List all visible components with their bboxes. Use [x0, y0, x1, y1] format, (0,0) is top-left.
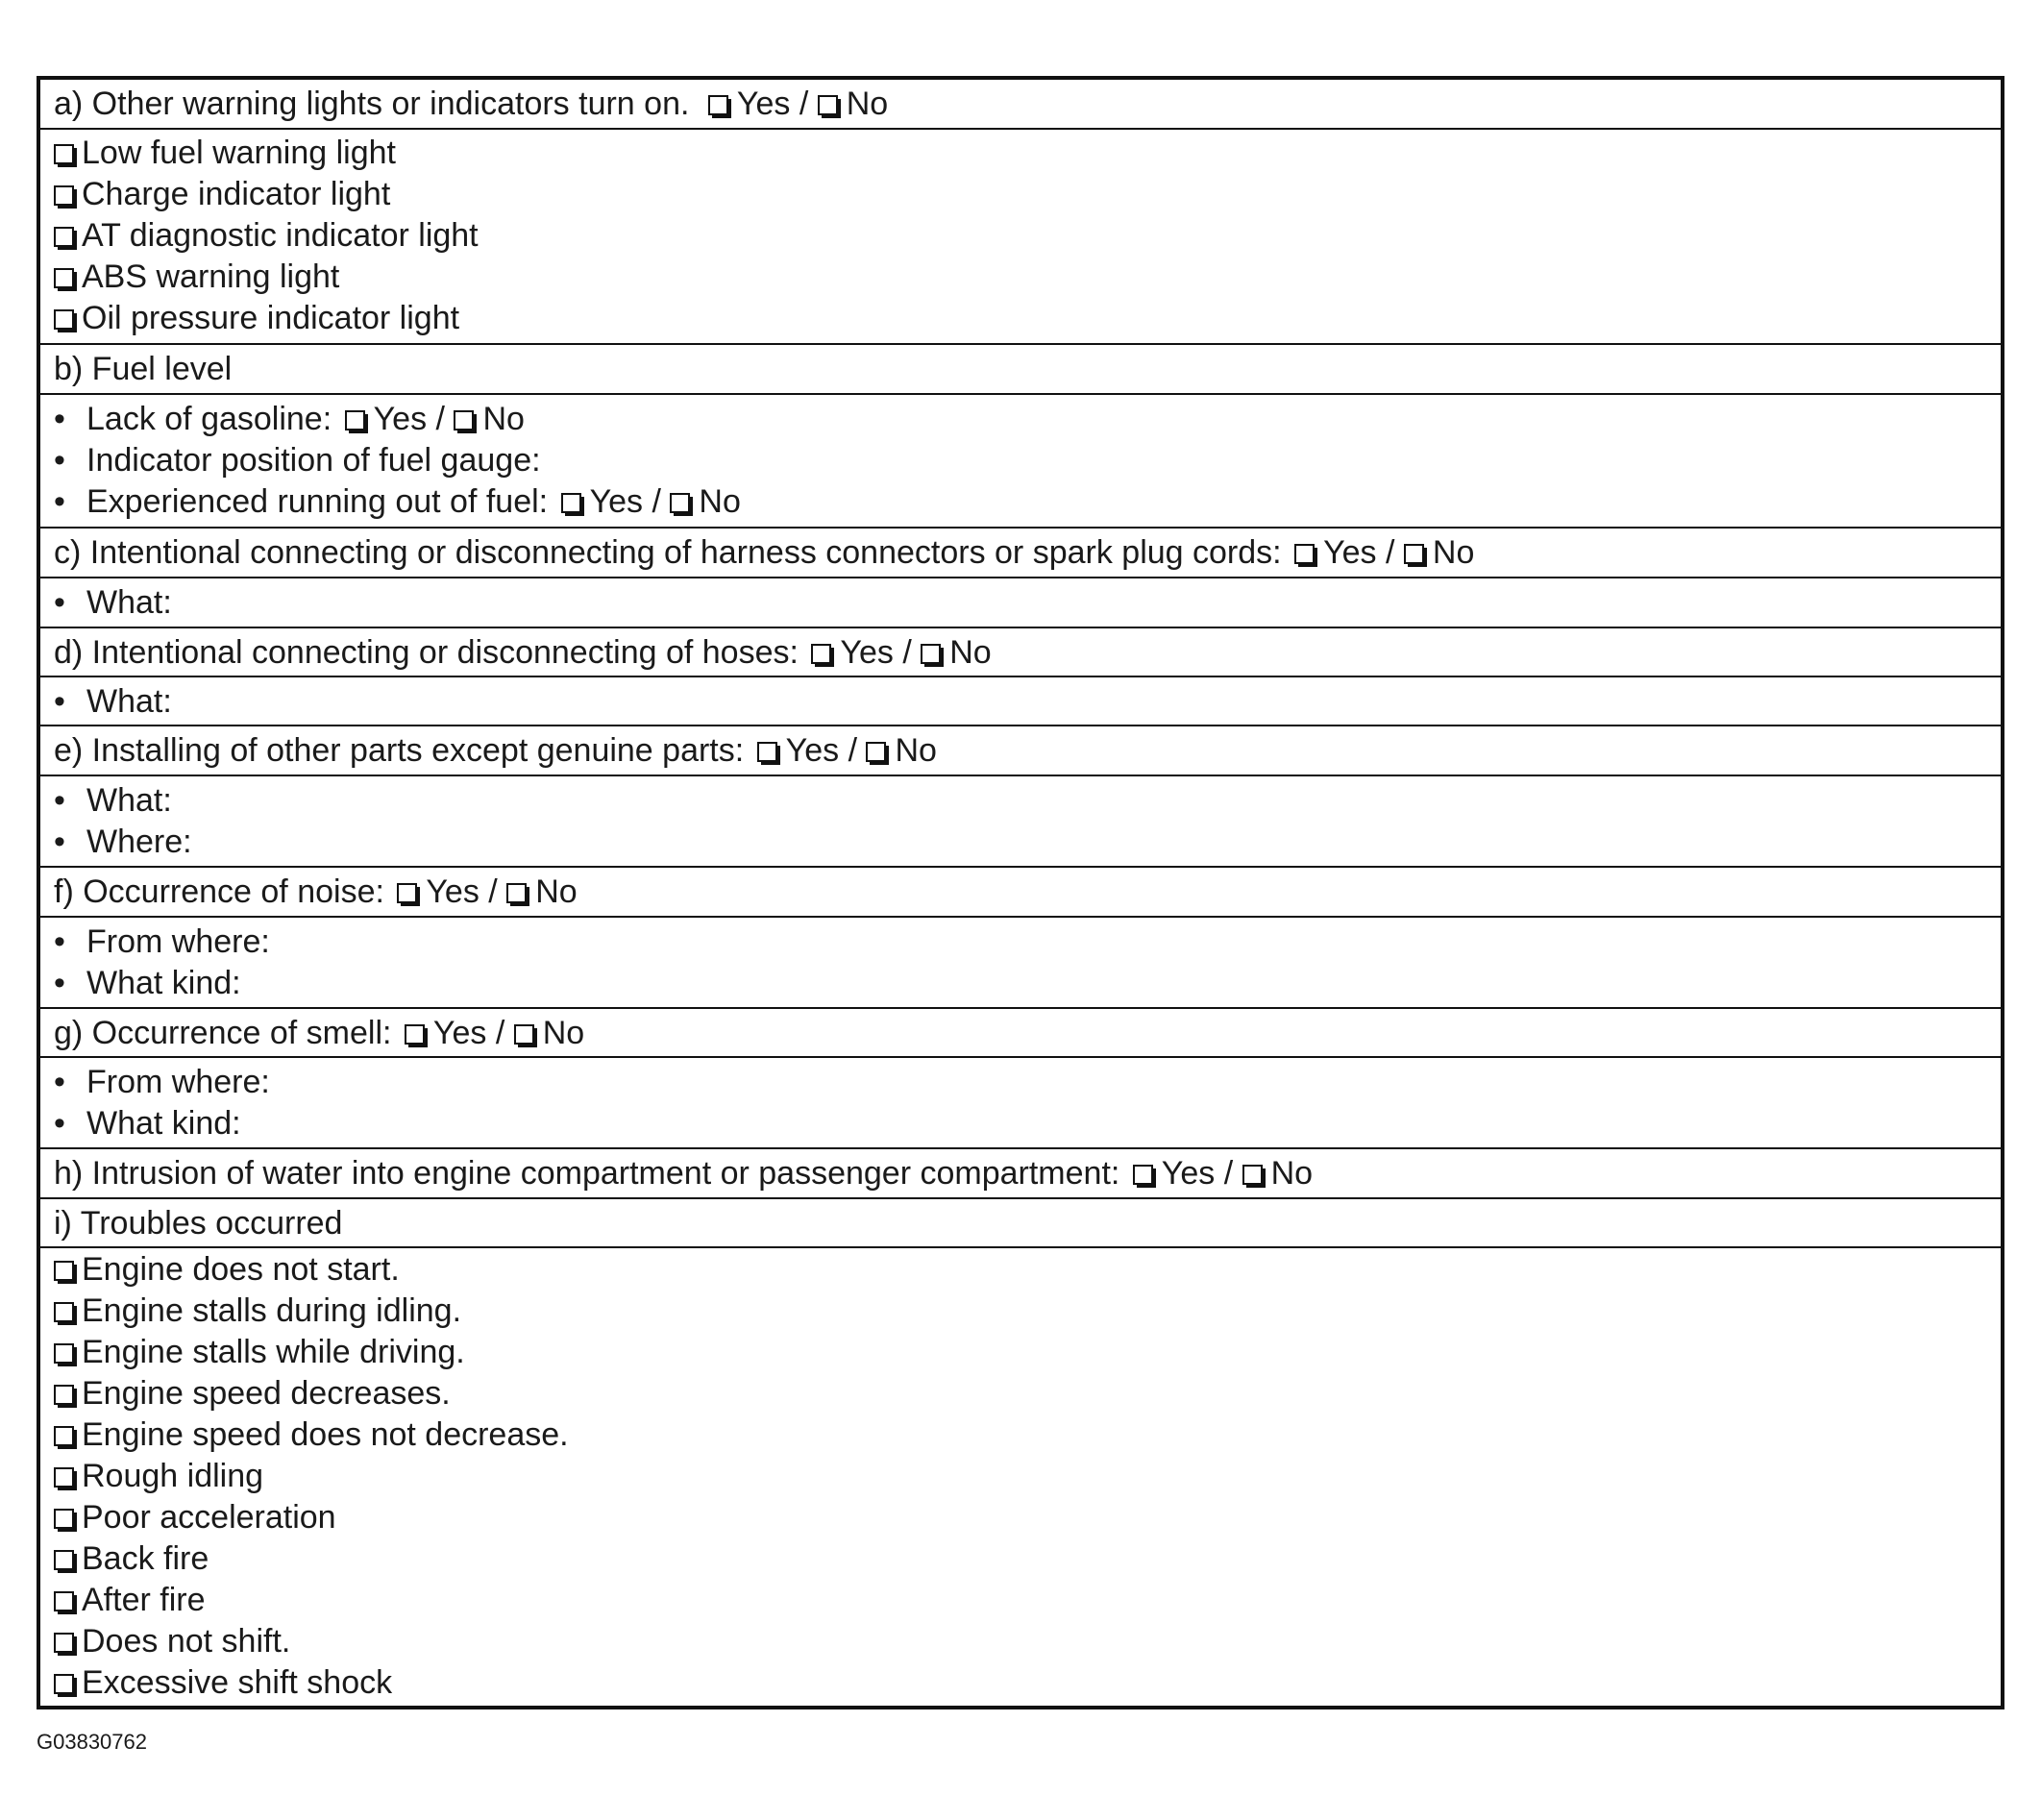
- yes-label: Yes: [785, 732, 840, 769]
- line-e-heading: [54, 731, 937, 770]
- check-item: [54, 1250, 400, 1289]
- row-h-heading: [40, 1149, 2001, 1199]
- checkbox[interactable]: [54, 1550, 74, 1570]
- bullet-label: What kind:: [86, 965, 241, 1001]
- bullet-item: [54, 682, 172, 721]
- row-b-heading: [40, 345, 2001, 395]
- no-label: No: [482, 401, 525, 437]
- row-e-heading: [40, 726, 2001, 776]
- heading-text: g) Occurrence of smell:: [54, 1015, 392, 1051]
- check-item: [54, 1457, 263, 1495]
- row-d-heading: [40, 628, 2001, 677]
- bullet-label: What:: [86, 782, 172, 819]
- bullet-item: [54, 482, 741, 521]
- checkbox[interactable]: [54, 1302, 74, 1322]
- checkbox[interactable]: [54, 144, 74, 164]
- check-item: [54, 134, 396, 172]
- separator: /: [799, 86, 809, 122]
- bullet-label: From where:: [86, 1064, 270, 1100]
- item-label: Low fuel warning light: [82, 135, 396, 171]
- check-item: [54, 1333, 465, 1371]
- row-c-heading: [40, 529, 2001, 578]
- yes-checkbox[interactable]: [1133, 1165, 1153, 1185]
- item-label: Engine speed does not decrease.: [82, 1416, 569, 1453]
- item-label: ABS warning light: [82, 258, 340, 295]
- bullet-icon: •: [54, 483, 65, 520]
- checkbox[interactable]: [54, 1261, 74, 1281]
- check-item: [54, 299, 459, 337]
- yes-checkbox[interactable]: [757, 742, 777, 762]
- check-item: [54, 1663, 392, 1702]
- bullet-label: What:: [86, 584, 172, 621]
- item-label: Rough idling: [82, 1458, 264, 1494]
- checkbox[interactable]: [54, 227, 74, 247]
- yes-checkbox[interactable]: [397, 883, 417, 903]
- row-i-heading: [40, 1199, 2001, 1248]
- row-d-items: [40, 677, 2001, 726]
- separator: /: [1385, 534, 1395, 571]
- bullet-icon: •: [54, 584, 65, 621]
- check-item: [54, 1415, 569, 1454]
- checkbox[interactable]: [54, 1467, 74, 1488]
- bullet-label: What:: [86, 683, 172, 720]
- bullet-icon: •: [54, 442, 65, 479]
- checkbox[interactable]: [54, 1343, 74, 1364]
- no-checkbox[interactable]: [921, 644, 941, 664]
- heading-text: h) Intrusion of water into engine compartment or passenger compartment:: [54, 1155, 1120, 1192]
- no-label: No: [1432, 534, 1475, 571]
- bullet-label: From where:: [86, 923, 270, 960]
- item-label: Excessive shift shock: [82, 1664, 393, 1701]
- separator: /: [435, 401, 445, 437]
- yes-label: Yes: [1323, 534, 1377, 571]
- line-i-heading: i) Troubles occurred: [54, 1205, 343, 1242]
- item-label: Charge indicator light: [82, 176, 391, 212]
- row-i-items: [40, 1248, 2001, 1709]
- row-g-items: [40, 1058, 2001, 1149]
- row-c-items: [40, 578, 2001, 628]
- item-label: Back fire: [82, 1540, 209, 1577]
- row-f-heading: [40, 868, 2001, 918]
- line-b-heading: b) Fuel level: [54, 351, 233, 387]
- heading-text: d) Intentional connecting or disconnecting of hoses:: [54, 634, 799, 671]
- bullet-item: [54, 1104, 241, 1143]
- no-checkbox[interactable]: [670, 493, 690, 513]
- yes-checkbox[interactable]: [405, 1024, 425, 1045]
- check-item: [54, 1498, 336, 1537]
- bullet-label: Where:: [86, 824, 192, 860]
- item-label: Engine stalls during idling.: [82, 1292, 462, 1329]
- item-label: Engine speed decreases.: [82, 1375, 451, 1412]
- no-label: No: [1270, 1155, 1314, 1192]
- item-label: Oil pressure indicator light: [82, 300, 460, 336]
- yes-checkbox[interactable]: [811, 644, 831, 664]
- row-f-items: [40, 918, 2001, 1009]
- check-item: [54, 1374, 451, 1413]
- bullet-label: Experienced running out of fuel:: [86, 483, 549, 520]
- bullet-item: [54, 1063, 270, 1101]
- yes-checkbox[interactable]: [345, 410, 365, 430]
- line-a-heading: [54, 85, 888, 123]
- line-d-heading: [54, 633, 992, 672]
- bullet-icon: •: [54, 965, 65, 1001]
- bullet-item: [54, 922, 270, 961]
- yes-label: Yes: [432, 1015, 487, 1051]
- no-checkbox[interactable]: [506, 883, 527, 903]
- checkbox[interactable]: [54, 1426, 74, 1446]
- yes-label: Yes: [373, 401, 428, 437]
- check-item: [54, 258, 339, 296]
- yes-label: Yes: [1161, 1155, 1216, 1192]
- line-c-heading: [54, 533, 1474, 572]
- yes-checkbox[interactable]: [561, 493, 581, 513]
- bullet-icon: •: [54, 782, 65, 819]
- row-a-items: [40, 130, 2001, 345]
- questionnaire-table: [37, 76, 2004, 1709]
- line-h-heading: [54, 1154, 1313, 1193]
- no-checkbox[interactable]: [514, 1024, 534, 1045]
- bullet-label: Lack of gasoline:: [86, 401, 332, 437]
- no-label: No: [535, 873, 578, 910]
- heading-text: c) Intentional connecting or disconnecting of harness connectors or spark plug cords:: [54, 534, 1282, 571]
- bullet-icon: •: [54, 1105, 65, 1142]
- bullet-label: What kind:: [86, 1105, 241, 1142]
- bullet-icon: •: [54, 401, 65, 437]
- separator: /: [488, 873, 498, 910]
- no-label: No: [846, 86, 889, 122]
- no-checkbox[interactable]: [818, 95, 838, 115]
- yes-checkbox[interactable]: [708, 95, 728, 115]
- checkbox[interactable]: [54, 1385, 74, 1405]
- check-item: [54, 1539, 209, 1578]
- bullet-item: [54, 441, 541, 480]
- yes-label: Yes: [736, 86, 791, 122]
- item-label: Engine does not start.: [82, 1251, 400, 1288]
- no-label: No: [542, 1015, 585, 1051]
- separator: /: [848, 732, 858, 769]
- yes-label: Yes: [426, 873, 480, 910]
- row-e-items: [40, 776, 2001, 868]
- separator: /: [902, 634, 912, 671]
- bullet-item: [54, 583, 172, 622]
- separator: /: [495, 1015, 505, 1051]
- bullet-item: [54, 400, 525, 438]
- bullet-icon: •: [54, 683, 65, 720]
- row-a-heading: [40, 80, 2001, 130]
- check-item: [54, 1622, 290, 1660]
- bullet-icon: •: [54, 1064, 65, 1100]
- checkbox[interactable]: [54, 309, 74, 330]
- checkbox[interactable]: [54, 268, 74, 288]
- item-label: Poor acceleration: [82, 1499, 336, 1536]
- bullet-item: [54, 823, 192, 861]
- heading-text: a) Other warning lights or indicators turn on.: [54, 86, 690, 122]
- checkbox[interactable]: [54, 1591, 74, 1611]
- separator: /: [652, 483, 661, 520]
- row-b-items: [40, 395, 2001, 529]
- no-checkbox[interactable]: [866, 742, 886, 762]
- bullet-icon: •: [54, 824, 65, 860]
- item-label: AT diagnostic indicator light: [82, 217, 479, 254]
- bullet-item: [54, 781, 172, 820]
- yes-label: Yes: [589, 483, 644, 520]
- no-label: No: [949, 634, 992, 671]
- heading-text: f) Occurrence of noise:: [54, 873, 384, 910]
- no-checkbox[interactable]: [1242, 1165, 1263, 1185]
- no-label: No: [895, 732, 937, 769]
- bullet-label: Indicator position of fuel gauge:: [86, 442, 541, 479]
- line-f-heading: [54, 873, 578, 911]
- checkbox[interactable]: [54, 185, 74, 206]
- item-label: Engine stalls while driving.: [82, 1334, 465, 1370]
- row-g-heading: [40, 1009, 2001, 1058]
- bullet-item: [54, 964, 241, 1002]
- heading-text: e) Installing of other parts except genuine parts:: [54, 732, 745, 769]
- yes-checkbox[interactable]: [1294, 544, 1315, 564]
- item-label: Does not shift.: [82, 1623, 291, 1660]
- check-item: [54, 1291, 461, 1330]
- figure-id: G03830762: [37, 1730, 147, 1754]
- check-item: [54, 175, 390, 213]
- checkbox[interactable]: [54, 1509, 74, 1529]
- no-label: No: [699, 483, 741, 520]
- yes-label: Yes: [840, 634, 894, 671]
- yes-no-group: [699, 86, 888, 122]
- no-checkbox[interactable]: [454, 410, 474, 430]
- no-checkbox[interactable]: [1404, 544, 1424, 564]
- check-item: [54, 1581, 205, 1619]
- check-item: [54, 216, 479, 255]
- checkbox[interactable]: [54, 1633, 74, 1653]
- line-g-heading: [54, 1014, 584, 1052]
- checkbox[interactable]: [54, 1674, 74, 1694]
- item-label: After fire: [82, 1582, 206, 1618]
- separator: /: [1223, 1155, 1234, 1192]
- bullet-icon: •: [54, 923, 65, 960]
